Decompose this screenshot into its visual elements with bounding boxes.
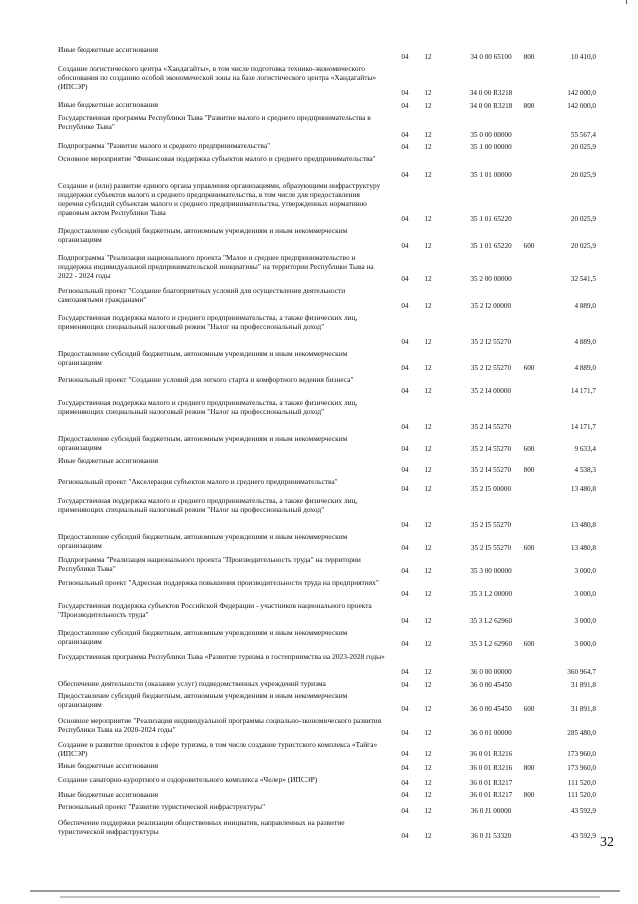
- row-description: Обеспечение деятельности (оказание услуг) подведомственных учреждений туризма: [58, 679, 326, 688]
- subsection-code: 12: [424, 779, 432, 787]
- table-row: [57, 678, 605, 690]
- table-row: [57, 140, 605, 152]
- amount-value: 9 633,4: [574, 445, 596, 453]
- subsection-code: 12: [424, 764, 432, 772]
- section-code: 04: [401, 567, 409, 575]
- section-code: 04: [401, 242, 409, 250]
- target-article-code: 35 1 01 65220: [470, 215, 512, 223]
- amount-value: 3 000,0: [574, 617, 596, 625]
- row-description: Создание санаторно-курортного и оздоровительного комплекса «Челер» (ИПСЭР): [58, 775, 318, 784]
- target-article-code: 36 0 J1 00000: [470, 807, 512, 815]
- row-description: Подпрограмма "Реализация национального проекта "Производительность труда" на территории Республики Тыва": [58, 555, 361, 573]
- subsection-code: 12: [424, 544, 432, 552]
- table-row: [57, 817, 605, 841]
- subsection-code: 12: [424, 485, 432, 493]
- expense-type-code: 800: [523, 791, 535, 799]
- amount-value: 3 000,0: [574, 567, 596, 575]
- table-row: [57, 285, 605, 311]
- target-article-code: 35 1 01 65220: [470, 242, 512, 250]
- section-code: 04: [401, 729, 409, 737]
- target-article-code: 35 2 I2 55270: [470, 364, 512, 372]
- target-article-code: 36 0 01 R3216: [469, 750, 513, 758]
- row-description: Региональный проект "Адресная поддержка повышения производительности труда на предприятиях": [58, 578, 379, 587]
- section-code: 04: [401, 640, 409, 648]
- row-description: Создание и (или) развитие единого органа управления организациями, образующими инфраструктуру поддержки субъектов малого и среднего предпринимательства, в том числе для предоставления перечня субсидий субъектам малого и среднего предпринимательства, утвержденных нормативно правовым актом Республики Тыва: [58, 181, 381, 217]
- target-article-code: 36 0 01 R3217: [469, 791, 513, 799]
- subsection-code: 12: [424, 131, 432, 139]
- subsection-code: 12: [424, 338, 432, 346]
- target-article-code: 35 1 01 00000: [470, 171, 512, 179]
- section-code: 04: [401, 275, 409, 283]
- subsection-code: 12: [424, 102, 432, 110]
- amount-value: 285 480,0: [567, 729, 596, 737]
- subsection-code: 12: [424, 171, 432, 179]
- subsection-code: 12: [424, 445, 432, 453]
- amount-value: 10 410,0: [570, 53, 596, 61]
- subsection-code: 12: [424, 302, 432, 310]
- target-article-code: 35 2 I4 00000: [470, 387, 512, 395]
- subsection-code: 12: [424, 729, 432, 737]
- table-row: [57, 651, 605, 677]
- amount-value: 4 538,3: [574, 466, 596, 474]
- row-description: Иные бюджетные ассигнования: [58, 45, 159, 54]
- amount-value: 55 567,4: [570, 131, 596, 139]
- amount-value: 43 592,9: [570, 832, 596, 840]
- target-article-code: 35 2 I5 55270: [470, 544, 512, 552]
- table-row: [57, 397, 605, 432]
- target-article-code: 35 2 I4 55270: [470, 423, 512, 431]
- row-description: Создание и развитие проектов в сфере туризма, в том числе создание туристского комплекса «Тайга» (ИПСЭР): [58, 740, 378, 758]
- table-row: [57, 531, 605, 553]
- row-description: Основное мероприятие "Реализация индивидуальной программы социально-экономического развития Республики Тыва на 2020-2024 годы": [58, 716, 382, 734]
- page-number: 32: [600, 835, 614, 850]
- section-code: 04: [401, 143, 409, 151]
- amount-value: 20 025,9: [570, 171, 596, 179]
- table-row: [57, 627, 605, 649]
- subsection-code: 12: [424, 53, 432, 61]
- target-article-code: 34 0 00 65100: [470, 53, 512, 61]
- subsection-code: 12: [424, 89, 432, 97]
- subsection-code: 12: [424, 590, 432, 598]
- amount-value: 13 480,8: [570, 521, 596, 529]
- target-article-code: 35 3 L2 62960: [469, 617, 513, 625]
- row-description: Иные бюджетные ассигнования: [58, 100, 159, 109]
- row-description: Государственная поддержка малого и среднего предпринимательства, а также физических лиц, применяющих специальный налоговый режим "Налог на профессиональный доход": [58, 496, 358, 514]
- subsection-code: 12: [424, 567, 432, 575]
- section-code: 04: [401, 89, 409, 97]
- target-article-code: 35 3 L2 00000: [469, 590, 513, 598]
- table-row: [57, 153, 605, 180]
- table-row: [57, 554, 605, 576]
- expense-type-code: 600: [523, 544, 535, 552]
- amount-value: 173 960,0: [567, 750, 596, 758]
- subsection-code: 12: [424, 807, 432, 815]
- section-code: 04: [401, 423, 409, 431]
- section-code: 04: [401, 590, 409, 598]
- row-description: Предоставление субсидий бюджетным, автономным учреждениям и иным некоммерческим организациям: [58, 349, 348, 367]
- expense-type-code: 600: [523, 445, 535, 453]
- footer-rule-secondary: [60, 896, 600, 898]
- table-row: [57, 112, 605, 140]
- table-row: [57, 774, 605, 788]
- target-article-code: 36 0 01 00000: [470, 729, 512, 737]
- expense-type-code: 600: [523, 640, 535, 648]
- amount-value: 20 025,9: [570, 215, 596, 223]
- amount-value: 111 520,0: [567, 791, 596, 799]
- table-row: [57, 495, 605, 530]
- table-row: [57, 789, 605, 800]
- section-code: 04: [401, 764, 409, 772]
- section-code: 04: [401, 102, 409, 110]
- target-article-code: 35 2 I2 00000: [470, 302, 512, 310]
- section-code: 04: [401, 705, 409, 713]
- table-row: [57, 225, 605, 251]
- target-article-code: 35 2 I5 55270: [470, 521, 512, 529]
- target-article-code: 36 0 J1 53320: [470, 832, 512, 840]
- amount-value: 4 889,0: [574, 364, 596, 372]
- table-row: [57, 715, 605, 738]
- target-article-code: 34 0 00 R3218: [469, 102, 513, 110]
- expense-type-code: 600: [523, 242, 535, 250]
- row-description: Региональный проект "Акселерация субъектов малого и среднего предпринимательства": [58, 477, 338, 486]
- row-description: Предоставление субсидий бюджетным, автономным учреждениям и иным некоммерческим организациям: [58, 691, 348, 709]
- row-description: Государственная программа Республики Тыва «Развитие туризма и гостеприимства на 2023-2028 годы»: [58, 652, 385, 661]
- amount-value: 43 592,9: [570, 807, 596, 815]
- amount-value: 20 025,9: [570, 143, 596, 151]
- subsection-code: 12: [424, 681, 432, 689]
- amount-value: 142 000,0: [567, 89, 596, 97]
- section-code: 04: [401, 791, 409, 799]
- row-description: Создание логистического центра «Хандагайты», в том числе подготовка технико-экономического обоснования по созданию особой экономической зоны на базе логистического центра «Хандагайты» (ИПСЭР): [58, 64, 377, 91]
- amount-value: 4 889,0: [574, 338, 596, 346]
- amount-value: 3 000,0: [574, 590, 596, 598]
- amount-value: 111 520,0: [567, 779, 596, 787]
- subsection-code: 12: [424, 275, 432, 283]
- expense-type-code: 800: [523, 764, 535, 772]
- table-row: [57, 374, 605, 396]
- table-row: [57, 801, 605, 816]
- subsection-code: 12: [424, 668, 432, 676]
- target-article-code: 35 2 I4 55270: [470, 466, 512, 474]
- amount-value: 13 480,8: [570, 544, 596, 552]
- target-article-code: 35 2 I5 00000: [470, 485, 512, 493]
- section-code: 04: [401, 215, 409, 223]
- subsection-code: 12: [424, 521, 432, 529]
- amount-value: 20 025,9: [570, 242, 596, 250]
- amount-value: 13 480,8: [570, 485, 596, 493]
- section-code: 04: [401, 445, 409, 453]
- row-description: Государственная программа Республики Тыва "Развитие малого и среднего предпринимательства в Республике Тыва": [58, 113, 371, 131]
- row-description: Государственная поддержка малого и среднего предпринимательства, а также физических лиц, применяющих специальный налоговый режим "Налог на профессиональный доход": [58, 398, 358, 416]
- table-row: [57, 739, 605, 759]
- row-description: Предоставление субсидий бюджетным, автономным учреждениям и иным некоммерческим организациям: [58, 226, 348, 244]
- row-description: Государственная поддержка малого и среднего предпринимательства, а также физических лиц, применяющих специальный налоговый режим "Налог на профессиональный доход": [58, 313, 358, 331]
- subsection-code: 12: [424, 640, 432, 648]
- section-code: 04: [401, 750, 409, 758]
- row-description: Иные бюджетные ассигнования: [58, 790, 159, 799]
- section-code: 04: [401, 53, 409, 61]
- section-code: 04: [401, 302, 409, 310]
- subsection-code: 12: [424, 705, 432, 713]
- footer-rule: [30, 890, 620, 892]
- section-code: 04: [401, 807, 409, 815]
- section-code: 04: [401, 681, 409, 689]
- row-description: Иные бюджетные ассигнования: [58, 456, 159, 465]
- target-article-code: 35 2 I2 55270: [470, 338, 512, 346]
- row-description: Предоставление субсидий бюджетным, автономным учреждениям и иным некоммерческим организациям: [58, 628, 348, 646]
- expense-type-code: 600: [523, 364, 535, 372]
- expense-type-code: 600: [523, 705, 535, 713]
- subsection-code: 12: [424, 215, 432, 223]
- target-article-code: 35 2 I4 55270: [470, 445, 512, 453]
- table-row: [57, 600, 605, 626]
- subsection-code: 12: [424, 617, 432, 625]
- amount-value: 3 000,0: [574, 640, 596, 648]
- table-row: [57, 455, 605, 475]
- row-description: Основное мероприятие "Финансовая поддержка субъектов малого и среднего предпринимательства": [58, 154, 376, 163]
- subsection-code: 12: [424, 750, 432, 758]
- table-row: [57, 348, 605, 373]
- subsection-code: 12: [424, 791, 432, 799]
- table-row: [57, 63, 605, 98]
- section-code: 04: [401, 521, 409, 529]
- table-row: [57, 690, 605, 714]
- row-description: Подпрограмма "Развитие малого и среднего предпринимательства": [58, 141, 271, 150]
- expense-type-code: 800: [523, 53, 535, 61]
- row-description: Обеспечение поддержки реализации общественных инициатив, направленных на развитие туристической инфраструктуры: [58, 818, 345, 836]
- subsection-code: 12: [424, 242, 432, 250]
- target-article-code: 36 0 00 45450: [470, 681, 512, 689]
- row-description: Подпрограмма "Реализация национального проекта "Малое и среднее предпринимательство и поддержка индивидуальной предпринимательской инициативы" на территории Республики Тыва на 2022 - 2024 годы: [58, 253, 374, 280]
- row-description: Региональный проект "Создание благоприятных условий для осуществления деятельности самозанятыми гражданами": [58, 286, 346, 304]
- amount-value: 4 889,0: [574, 302, 596, 310]
- row-description: Предоставление субсидий бюджетным, автономным учреждениям и иным некоммерческим организациям: [58, 434, 348, 452]
- amount-value: 14 171,7: [570, 387, 596, 395]
- target-article-code: 35 0 00 00000: [470, 131, 512, 139]
- table-row: [57, 577, 605, 599]
- table-row: [57, 760, 605, 773]
- target-article-code: 35 3 L2 62960: [469, 640, 513, 648]
- amount-value: 142 000,0: [567, 102, 596, 110]
- section-code: 04: [401, 485, 409, 493]
- subsection-code: 12: [424, 423, 432, 431]
- section-code: 04: [401, 466, 409, 474]
- subsection-code: 12: [424, 832, 432, 840]
- section-code: 04: [401, 668, 409, 676]
- amount-value: 32 541,5: [570, 275, 596, 283]
- section-code: 04: [401, 832, 409, 840]
- section-code: 04: [401, 387, 409, 395]
- section-code: 04: [401, 617, 409, 625]
- table-row: [57, 252, 605, 284]
- section-code: 04: [401, 779, 409, 787]
- target-article-code: 35 2 00 00000: [470, 275, 512, 283]
- amount-value: 14 171,7: [570, 423, 596, 431]
- amount-value: 31 891,8: [570, 705, 596, 713]
- amount-value: 173 960,0: [567, 764, 596, 772]
- expense-type-code: 800: [523, 466, 535, 474]
- section-code: 04: [401, 131, 409, 139]
- table-row: [57, 180, 605, 224]
- target-article-code: 35 1 00 00000: [470, 143, 512, 151]
- target-article-code: 36 0 00 00000: [470, 668, 512, 676]
- amount-value: 31 891,8: [570, 681, 596, 689]
- subsection-code: 12: [424, 364, 432, 372]
- row-description: Региональный проект "Развитие туристической инфраструктуры": [58, 802, 266, 811]
- row-description: Региональный проект "Создание условий для легкого старта и комфортного ведения бизнеса": [58, 375, 354, 384]
- table-row: [57, 476, 605, 494]
- amount-value: 360 964,7: [567, 668, 596, 676]
- top-edge-mark: [626, 0, 627, 4]
- target-article-code: 36 0 01 R3217: [469, 779, 513, 787]
- row-description: Предоставление субсидий бюджетным, автономным учреждениям и иным некоммерческим организациям: [58, 532, 348, 550]
- section-code: 04: [401, 364, 409, 372]
- row-description: Иные бюджетные ассигнования: [58, 761, 159, 770]
- target-article-code: 36 0 00 45450: [470, 705, 512, 713]
- section-code: 04: [401, 338, 409, 346]
- table-row: [57, 44, 605, 62]
- row-description: Государственная поддержка субъектов Российской Федерации - участников национального проекта "Производительность труда": [58, 601, 372, 619]
- section-code: 04: [401, 171, 409, 179]
- section-code: 04: [401, 544, 409, 552]
- expense-type-code: 800: [523, 102, 535, 110]
- subsection-code: 12: [424, 387, 432, 395]
- subsection-code: 12: [424, 143, 432, 151]
- table-row: [57, 99, 605, 111]
- target-article-code: 36 0 01 R3216: [469, 764, 513, 772]
- table-row: [57, 433, 605, 454]
- target-article-code: 35 3 00 00000: [470, 567, 512, 575]
- table-row: [57, 312, 605, 347]
- target-article-code: 34 0 00 R3218: [469, 89, 513, 97]
- subsection-code: 12: [424, 466, 432, 474]
